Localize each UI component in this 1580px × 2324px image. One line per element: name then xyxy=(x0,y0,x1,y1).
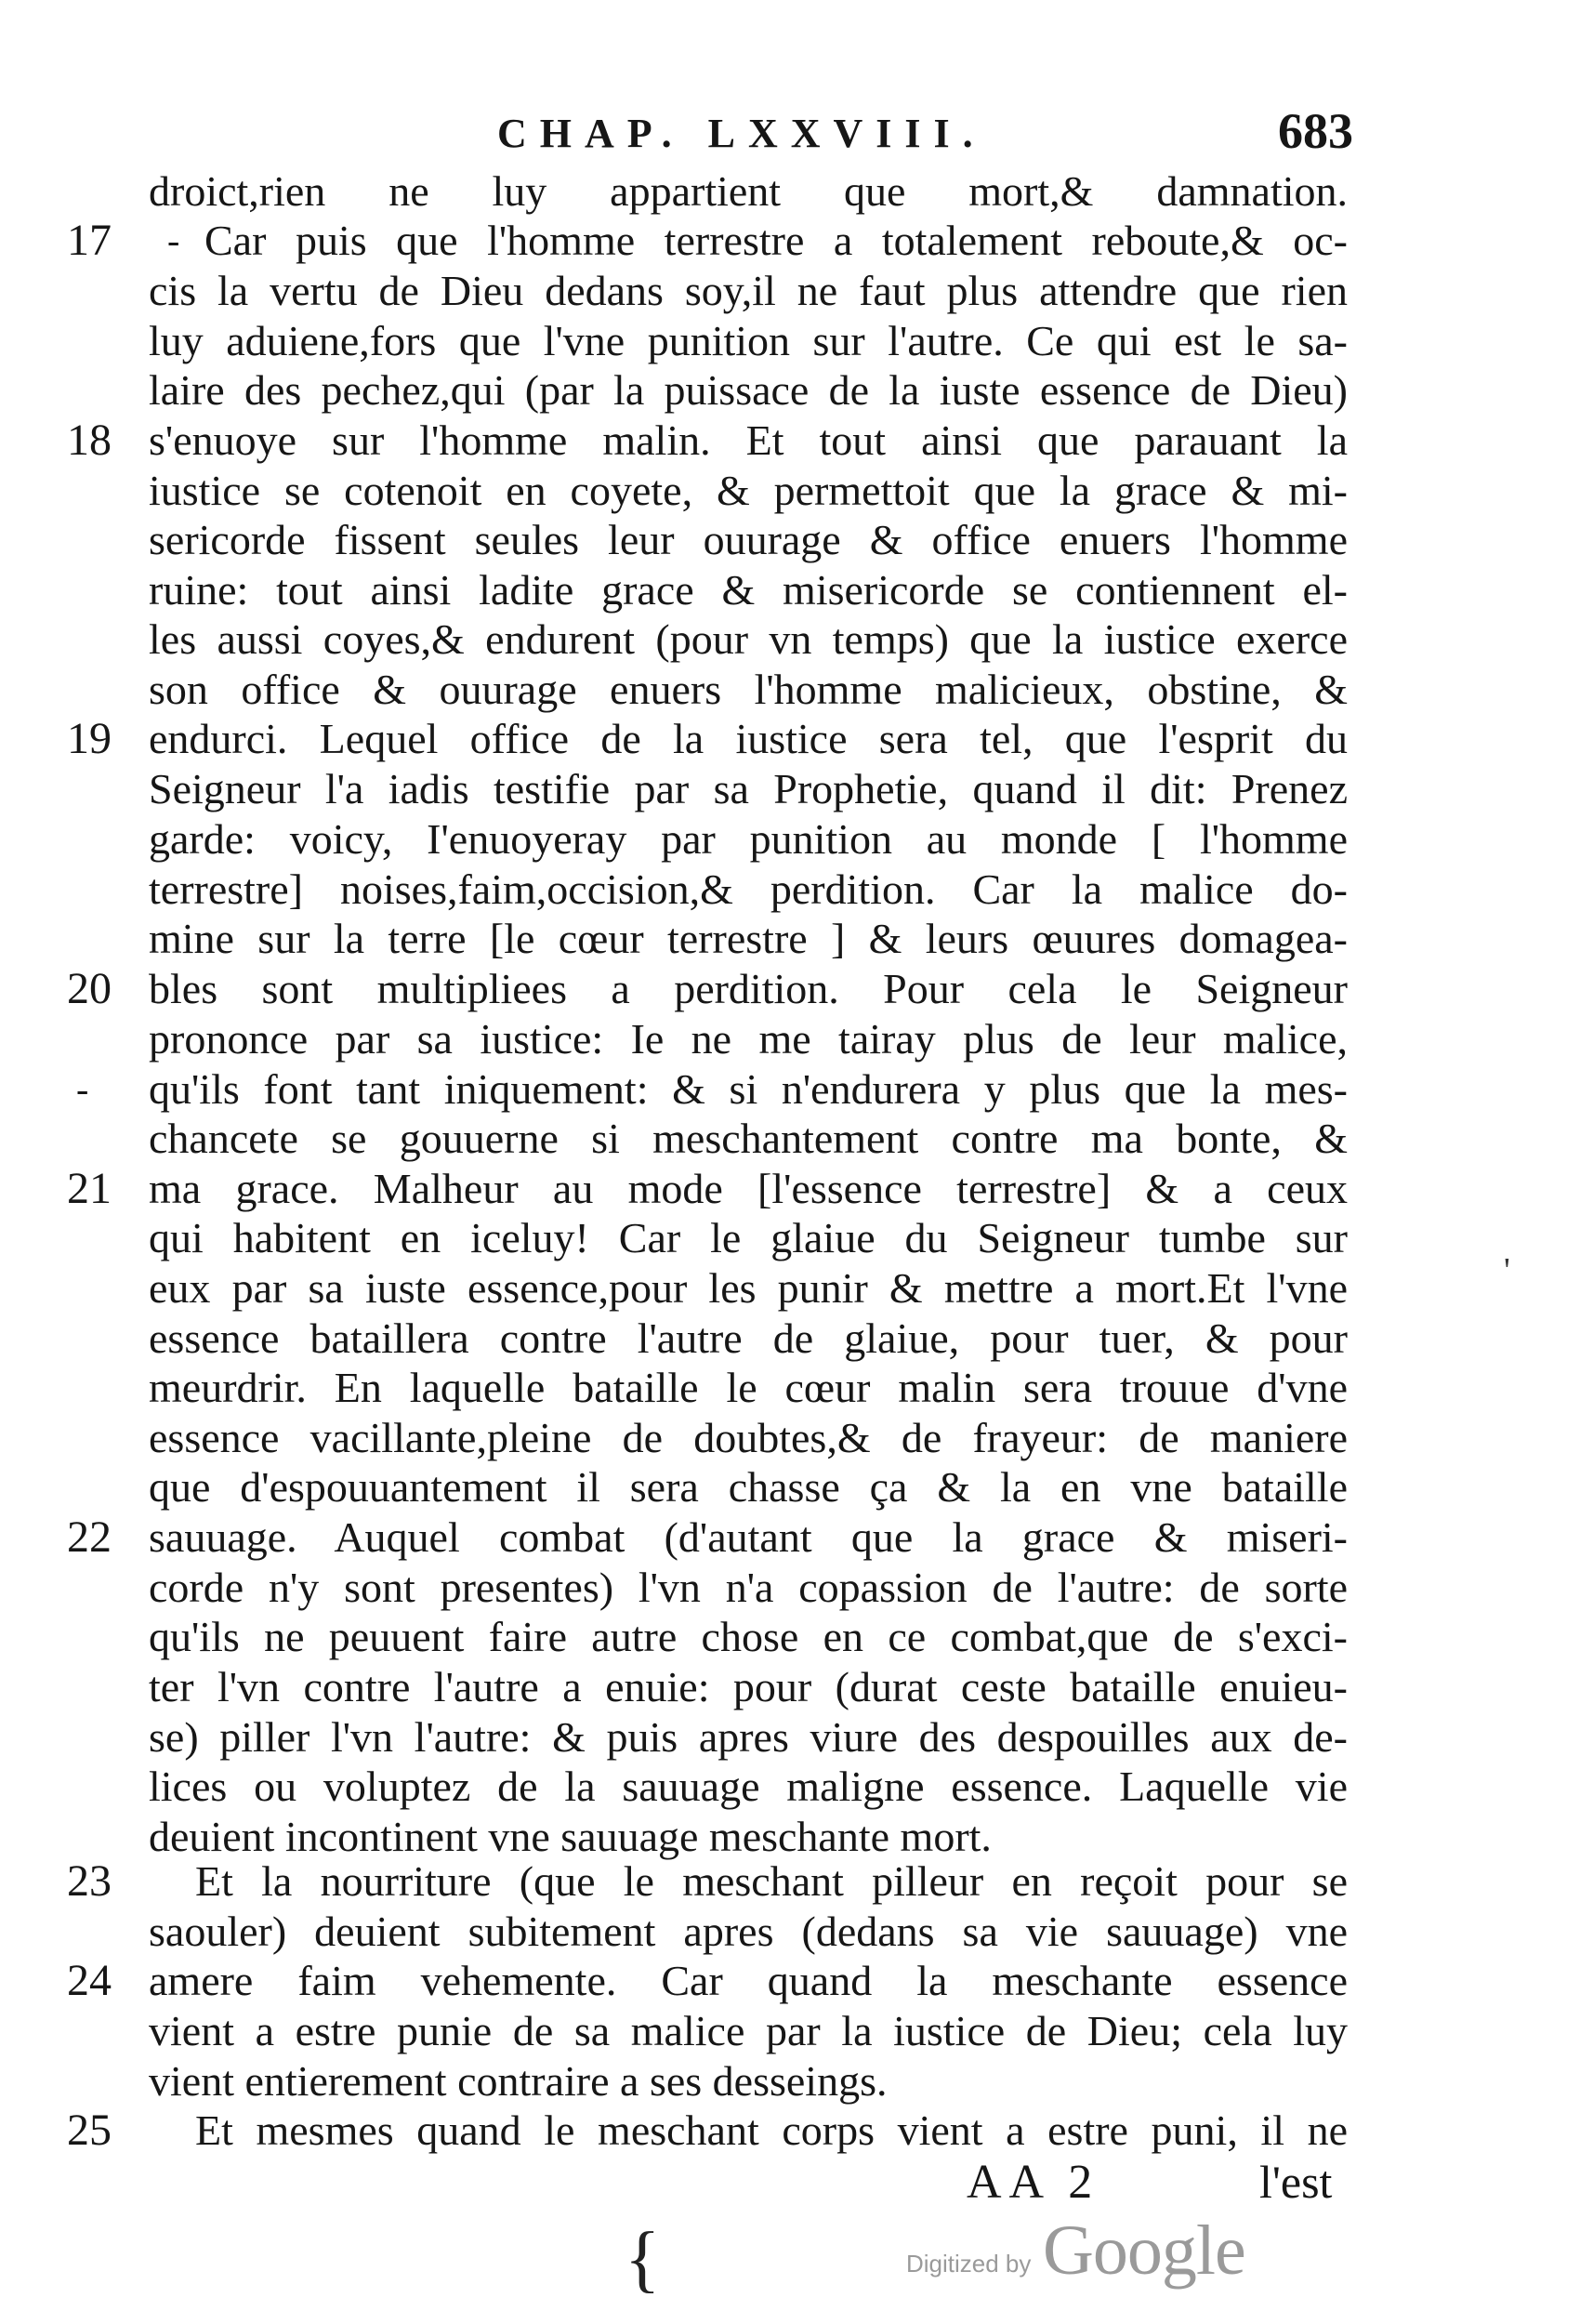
verse-number: 17 xyxy=(67,216,112,265)
text-line: Et la nourriture (que le meschant pilleur en reçoit pour se xyxy=(195,1857,1348,1905)
verse-number: 25 xyxy=(67,2106,112,2155)
verse-number: 22 xyxy=(67,1512,112,1562)
ink-tick: ' xyxy=(1504,1251,1510,1290)
verse-number: 18 xyxy=(67,416,112,465)
text-line: Car puis que l'homme terrestre a totalement reboute,& oc- xyxy=(204,217,1348,264)
margin-dash: - xyxy=(167,219,180,261)
text-line: lices ou voluptez de la sauuage maligne essence. Laquelle vie xyxy=(149,1763,1348,1810)
verse-number: 19 xyxy=(67,714,112,763)
ink-mark: { xyxy=(625,2218,661,2300)
text-line: se) piller l'vn l'autre: & puis apres viure des despouilles aux de- xyxy=(149,1713,1348,1761)
text-line: laire des pechez,qui (par la puissace de la iuste essence de Dieu) xyxy=(149,366,1348,414)
text-line: meurdrir. En laquelle bataille le cœur malin sera trouue d'vne xyxy=(149,1364,1348,1411)
google-logo: Google xyxy=(1043,2212,1245,2290)
text-line: saouler) deuient subitement apres (dedans sa vie sauuage) vne xyxy=(149,1908,1348,1955)
text-line: luy aduiene,fors que l'vne punition sur l'autre. Ce qui est le sa- xyxy=(149,317,1348,364)
text-line: iustice se cotenoit en coyete, & permettoit que la grace & mi- xyxy=(149,467,1348,514)
text-line: les aussi coyes,& endurent (pour vn temps) que la iustice exerce xyxy=(149,615,1348,663)
text-line: que d'espouuantement il sera chasse ça & la en vne bataille xyxy=(149,1463,1348,1511)
signature-mark: AA 2 xyxy=(967,2156,1100,2209)
text-line: essence vacillante,pleine de doubtes,& de frayeur: de maniere xyxy=(149,1414,1348,1461)
text-line: Et mesmes quand le meschant corps vient a estre puni, il ne xyxy=(195,2106,1348,2154)
verse-number: 23 xyxy=(67,1856,112,1906)
text-line: garde: voicy, I'enuoyeray par punition au monde [ l'homme xyxy=(149,815,1348,863)
text-line: qu'ils font tant iniquement: & si n'endurera y plus que la mes- xyxy=(149,1065,1348,1113)
text-line: eux par sa iuste essence,pour les punir & mettre a mort.Et l'vne xyxy=(149,1264,1348,1312)
text-line: bles sont multipliees a perdition. Pour cela le Seigneur xyxy=(149,965,1348,1012)
text-line: droict,rien ne luy appartient que mort,& damnation. xyxy=(149,167,1348,215)
text-line: sericorde fissent seules leur ouurage & office enuers l'homme xyxy=(149,516,1348,563)
text-line: sauuage. Auquel combat (d'autant que la grace & miseri- xyxy=(149,1513,1348,1561)
running-head: CHAP. LXXVIII. xyxy=(497,111,986,156)
text-line: cis la vertu de Dieu dedans soy,il ne faut plus attendre que rien xyxy=(149,267,1348,314)
digitized-by-label: Digitized by xyxy=(906,2250,1032,2278)
text-line: son office & ouurage enuers l'homme malicieux, obstine, & xyxy=(149,666,1348,713)
text-line: Seigneur l'a iadis testifie par sa Prophetie, quand il dit: Prenez xyxy=(149,765,1348,812)
text-line: ma grace. Malheur au mode [l'essence terrestre] & a ceux xyxy=(149,1165,1348,1212)
text-line: amere faim vehemente. Car quand la meschante essence xyxy=(149,1957,1348,2004)
text-line: s'enuoye sur l'homme malin. Et tout ainsi que parauant la xyxy=(149,416,1348,464)
text-line: qu'ils ne peuuent faire autre chose en ce combat,que de s'exci- xyxy=(149,1613,1348,1660)
catchword: l'est xyxy=(1259,2156,1333,2208)
text-line: vient entierement contraire a ses desseings. xyxy=(149,2057,888,2105)
verse-number: 21 xyxy=(67,1164,112,1213)
margin-dash: - xyxy=(76,1068,89,1110)
text-line: terrestre] noises,faim,occision,& perdition. Car la malice do- xyxy=(149,865,1348,913)
text-line: mine sur la terre [le cœur terrestre ] & leurs œuures domagea- xyxy=(149,915,1348,962)
text-line: prononce par sa iustice: Ie ne me tairay plus de leur malice, xyxy=(149,1015,1348,1063)
text-line: endurci. Lequel office de la iustice sera tel, que l'esprit du xyxy=(149,715,1348,762)
text-line: qui habitent en iceluy! Car le glaiue du Seigneur tumbe sur xyxy=(149,1214,1348,1261)
text-line: ruine: tout ainsi ladite grace & misericorde se contiennent el- xyxy=(149,566,1348,614)
text-line: deuient incontinent vne sauuage meschante mort. xyxy=(149,1813,992,1860)
text-line: corde n'y sont presentes) l'vn n'a copassion de l'autre: de sorte xyxy=(149,1564,1348,1611)
text-line: vient a estre punie de sa malice par la iustice de Dieu; cela luy xyxy=(149,2007,1348,2054)
text-line: chancete se gouuerne si meschantement contre ma bonte, & xyxy=(149,1115,1348,1162)
verse-number: 20 xyxy=(67,964,112,1013)
text-line: essence bataillera contre l'autre de glaiue, pour tuer, & pour xyxy=(149,1314,1348,1362)
page-number: 683 xyxy=(1278,103,1353,159)
text-line: ter l'vn contre l'autre a enuie: pour (durat ceste bataille enuieu- xyxy=(149,1663,1348,1710)
verse-number: 24 xyxy=(67,1956,112,2005)
